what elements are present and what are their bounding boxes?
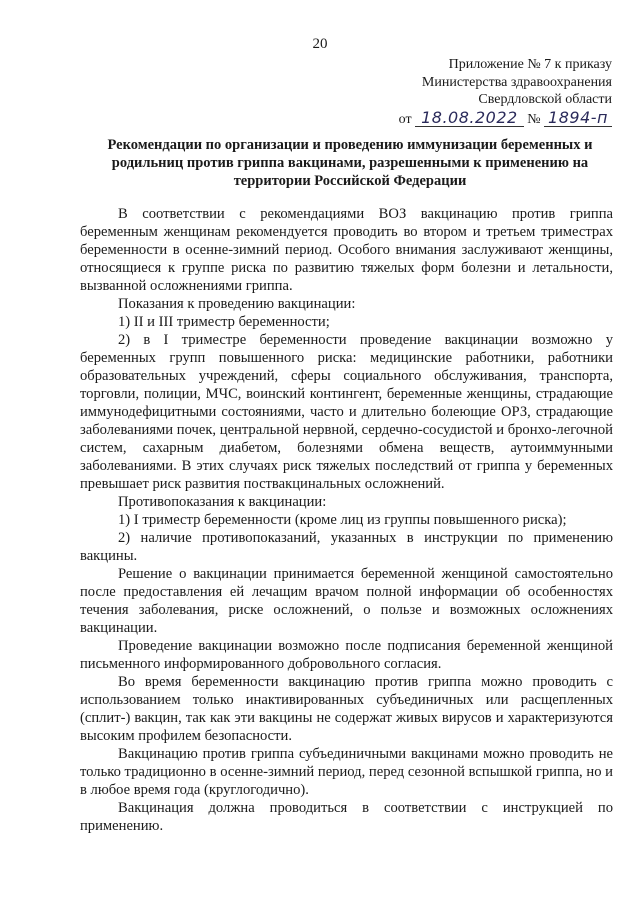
paragraph-contraindications-heading: Противопоказания к вакцинации: (118, 494, 327, 510)
order-number-handwritten: 1894-п (544, 109, 612, 128)
document-body (80, 205, 613, 835)
paragraph-contraindication-1: 1) I триместр беременности (кроме лиц из группы повышенного риска); (118, 512, 567, 528)
paragraph-vaccine-types: Во время беременности вакцинацию против гриппа можно проводить с использованием только инактивированных субъединичных или расщепленных (сплит-) вакцин, так как эти вакцины не содержат живых вирусов и характеризуются высоким профилем безопасности. (80, 674, 613, 744)
paragraph-indications-heading: Показания к проведению вакцинации: (118, 296, 356, 312)
paragraph-instructions: Вакцинация должна проводиться в соответствии с инструкцией по применению. (80, 800, 613, 834)
order-date-handwritten: 18.08.2022 (415, 109, 524, 128)
paragraph-indication-1: 1) II и III триместр беременности; (118, 314, 330, 330)
annex-header (399, 56, 612, 128)
order-reference (399, 109, 612, 129)
page-number: 20 (312, 36, 328, 52)
order-prefix: от (398, 111, 412, 127)
paragraph-timing: Вакцинацию против гриппа субъединичными вакцинами можно проводить не только традиционно в осенне-зимний период, перед сезонной вспышкой гриппа, но и в любое время года (круглогодично). (80, 746, 613, 798)
paragraph-contraindication-2: 2) наличие противопоказаний, указанных в инструкции по применению вакцины. (80, 530, 613, 564)
annex-line-1: Приложение № 7 к приказу (448, 57, 612, 72)
order-number-label: № (527, 111, 541, 127)
paragraph-decision: Решение о вакцинации принимается беременной женщиной самостоятельно после предоставления ей лечащим врачом полной информации об особенностях течения заболевания, риске осложнений, о пользе и возможных осложнениях вакцинации. (80, 566, 613, 636)
paragraph-consent: Проведение вакцинации возможно после подписания беременной женщиной письменного информированного добровольного согласия. (80, 638, 613, 672)
annex-line-2: Министерства здравоохранения (421, 74, 612, 90)
paragraph-indication-2: 2) в I триместре беременности проведение вакцинации возможно у беременных групп повышенного риска: медицинские работники, работники образовательных учреждений, сферы социального обслуживания, транспорта, торговли, полиции, МЧС, воинский контингент, беременные женщины, страдающие иммунодефицитными состояниями, часто и длительно болеющие ОРЗ, страдающие заболеваниями почек, центральной нервной, сердечно-сосудистой и бронхо-легочной систем, сахарным диабетом, болезнями обмена веществ, аутоиммунными заболеваниями. В этих случаях риск тяжелых последствий от гриппа у беременных превышает риск развития поствакцинальных осложнений. (80, 332, 613, 492)
annex-line-3: Свердловской области (478, 92, 612, 107)
document-title: Рекомендации по организации и проведению иммунизации беременных и родильниц против гриппа вакцинами, разрешенными к применению на территории Российской Федерации (107, 137, 593, 189)
paragraph-intro: В соответствии с рекомендациями ВОЗ вакцинацию против гриппа беременным женщинам рекомендуется проводить во втором и третьем триместрах беременности в осенне-зимний период. Особого внимания заслуживают женщины, относящиеся к группе риска по развитию тяжелых форм болезни и летальности, вызванной осложнениями гриппа. (80, 206, 613, 294)
